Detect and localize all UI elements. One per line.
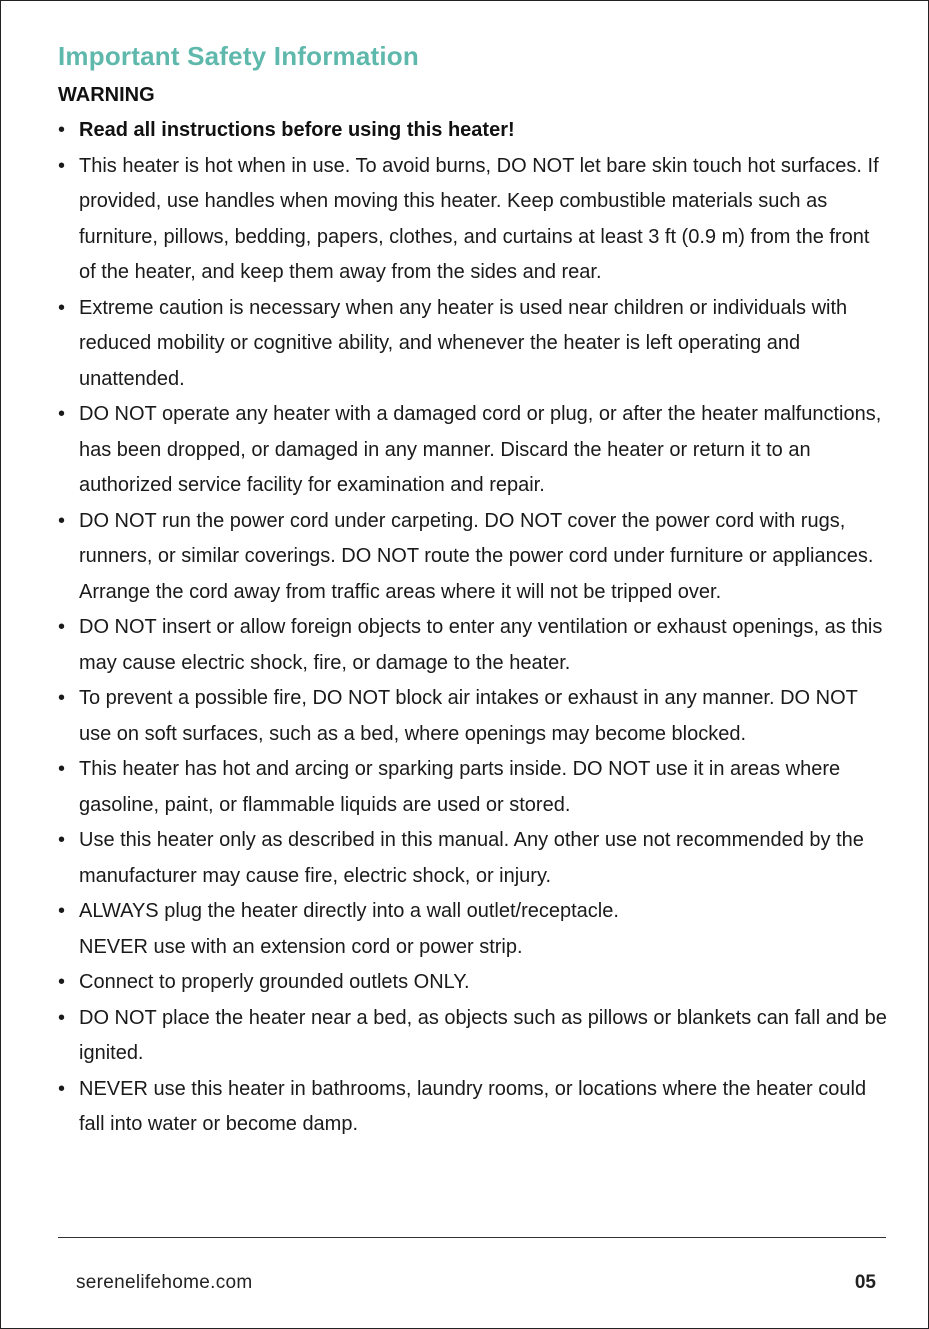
bullet-icon: • bbox=[58, 154, 66, 177]
list-item: • This heater is hot when in use. To avoid burns, DO NOT let bare skin touch hot surfaces. If provided, use handles when moving this heater. Keep combustible materials such as furniture, pillows, bedding, papers, clothes, and curtains at least 3 ft (0.9 m) from the front of the heater, and keep them away from the sides and rear. bbox=[58, 149, 888, 291]
warning-heading: WARNING bbox=[58, 84, 155, 106]
list-item: • DO NOT operate any heater with a damaged cord or plug, or after the heater malfunctions, has been dropped, or damaged in any manner. Discard the heater or return it to an authorized service facility for examination and repair. bbox=[58, 397, 888, 504]
list-item: • Connect to properly grounded outlets ONLY. bbox=[58, 965, 888, 1001]
bullet-icon: • bbox=[58, 1006, 66, 1029]
bullet-icon: • bbox=[58, 616, 66, 638]
bullet-icon: • bbox=[58, 509, 66, 532]
bullet-icon: • bbox=[58, 971, 66, 993]
list-item: • Read all instructions before using this heater! bbox=[58, 113, 888, 149]
list-item: • NEVER use this heater in bathrooms, laundry rooms, or locations where the heater could fall into water or become damp. bbox=[58, 1072, 888, 1143]
bullet-icon: • bbox=[58, 687, 66, 709]
list-item: • Extreme caution is necessary when any heater is used near children or individuals with reduced mobility or cognitive ability, and whenever the heater is left operating and unattended. bbox=[58, 291, 888, 398]
list-item: • To prevent a possible fire, DO NOT block air intakes or exhaust in any manner. DO NOT use on soft surfaces, such as a bed, where openings may become blocked. bbox=[58, 681, 888, 752]
bullet-icon: • bbox=[58, 1077, 66, 1100]
footer-divider bbox=[58, 1237, 886, 1238]
bullet-icon: • bbox=[58, 829, 66, 851]
bullet-icon: • bbox=[58, 296, 66, 319]
page-number: 05 bbox=[854, 1272, 876, 1293]
list-item: • DO NOT run the power cord under carpeting. DO NOT cover the power cord with rugs, runners, or similar coverings. DO NOT route the power cord under furniture or appliances. Arrange the cord away from traffic areas where it will not be tripped over. bbox=[58, 504, 888, 611]
list-item: • ALWAYS plug the heater directly into a wall outlet/receptacle. NEVER use with an extension cord or power strip. bbox=[58, 894, 888, 965]
list-item: • Use this heater only as described in this manual. Any other use not recommended by the manufacturer may cause fire, electric shock, or injury. bbox=[58, 823, 888, 894]
list-item: • DO NOT place the heater near a bed, as objects such as pillows or blankets can fall and be ignited. bbox=[58, 1001, 888, 1072]
page-title: Important Safety Information bbox=[58, 41, 419, 71]
list-item: • This heater has hot and arcing or sparking parts inside. DO NOT use it in areas where gasoline, paint, or flammable liquids are used or stored. bbox=[58, 752, 888, 823]
bullet-icon: • bbox=[58, 758, 66, 780]
bullet-icon: • bbox=[58, 403, 66, 425]
bullet-icon: • bbox=[58, 900, 66, 922]
list-item: • DO NOT insert or allow foreign objects to enter any ventilation or exhaust openings, as this may cause electric shock, fire, or damage to the heater. bbox=[58, 610, 888, 681]
bullet-icon: • bbox=[58, 119, 66, 141]
footer-website: serenelifehome.com bbox=[76, 1272, 253, 1293]
safety-list bbox=[58, 113, 888, 1143]
